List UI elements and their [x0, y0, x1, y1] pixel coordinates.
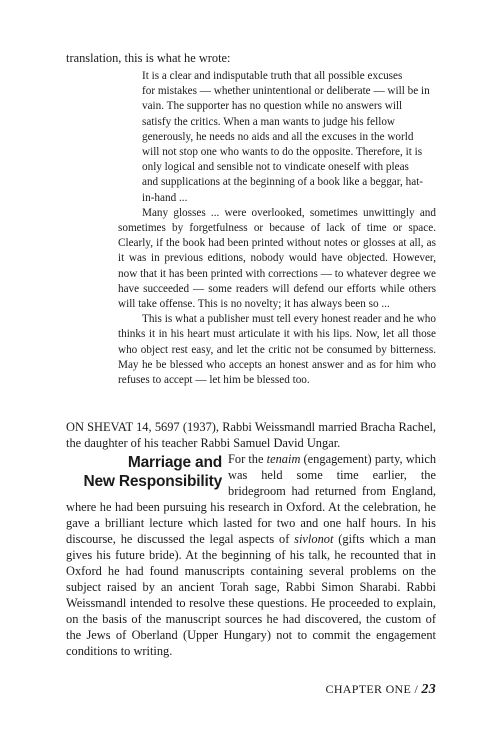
body-paragraph: [66, 419, 436, 451]
body-text-line1: Rabbi Weissmandl married Bracha Rachel, the daughter of his teacher Rabbi Samuel David Ungar.: [66, 420, 436, 451]
body-text: [66, 419, 436, 659]
quote-line: vain. The supporter has no question while no answers will: [142, 100, 403, 113]
quote-paragraph-2: Many glosses ... were overlooked, sometimes unwittingly and sometimes by forgetfulness or because of lack of time or space. Clearly, if the book had been printed without notes or glosses at all, as it was in previous editions, nobody would have objected. However, now that it has been printed with corrections — to whatever degree we have succeeded — some readers will defend our efforts while others will take offense. This is no novelty; it has always been so ...: [118, 206, 436, 311]
chapter-label: CHAPTER ONE /: [325, 682, 422, 696]
text-run: (gifts which a man gives his future bride). At the beginning of his talk, he recounted that in Oxford he had found manuscripts containing several problems on the subject raised by an ancient Torah sage, Rabbi Simon Sharabi. Rabbi Weissmandl intended to resolve these questions. He proceeded to explain, on the basis of the manuscript sources he had discovered, the custom of the Jews of Oberland (Upper Hungary) not to commit the engagement conditions to writing.: [66, 532, 436, 659]
block-quote: [118, 69, 436, 388]
page-number: 23: [421, 682, 436, 697]
lead-line: translation, this is what he wrote:: [66, 51, 231, 65]
page-footer: [326, 682, 436, 698]
side-heading-line-2: New Responsibility: [83, 473, 222, 491]
quote-line: for mistakes — whether unintentional or deliberate — will be in: [142, 85, 430, 98]
text-run: (engagement) party, which was held some time earlier, the bridegroom had returned from England, where he had been pursuing his research in Oxford. At the celebration, he gave a brilliant lecture which lasted for two and one half hours. In his discourse, he discussed the legal aspects of: [66, 452, 437, 547]
term-tenaim: tenaim: [266, 452, 301, 467]
quote-line: in-hand ...: [142, 191, 188, 204]
side-heading: [66, 453, 222, 491]
quote-line: It is a clear and indisputable truth that all possible excuses: [142, 70, 403, 82]
side-heading-line-1: Marriage and: [127, 454, 222, 472]
quote-line: satisfy the critics. When a man wants to judge his fellow: [142, 115, 396, 128]
quote-paragraph-1: [118, 69, 436, 206]
quote-line: will not stop one who wants to do the opposite. Therefore, it is: [142, 146, 423, 159]
page-content: [66, 50, 436, 659]
text-run: For the: [228, 452, 267, 467]
opening-small-caps: ON SHEVAT 14, 5697 (1937),: [66, 420, 219, 435]
quote-line: and supplications at the beginning of a book like a beggar, hat-: [142, 176, 424, 189]
quote-paragraph-3: This is what a publisher must tell every honest reader and he who thinks it in his heart must articulate it with his lips. Now, let all those who object rest easy, and let the critic not be consumed by bitterness. May he be blessed who accepts an honest answer and as for him who refuses to accept — let him be blessed too.: [118, 313, 436, 387]
quote-line: generously, he needs no aids and all the excuses in the world: [142, 130, 414, 143]
quote-line: only logical and sensible not to vindicate oneself with pleas: [142, 161, 409, 174]
term-sivlonot: sivlonot: [294, 532, 334, 547]
